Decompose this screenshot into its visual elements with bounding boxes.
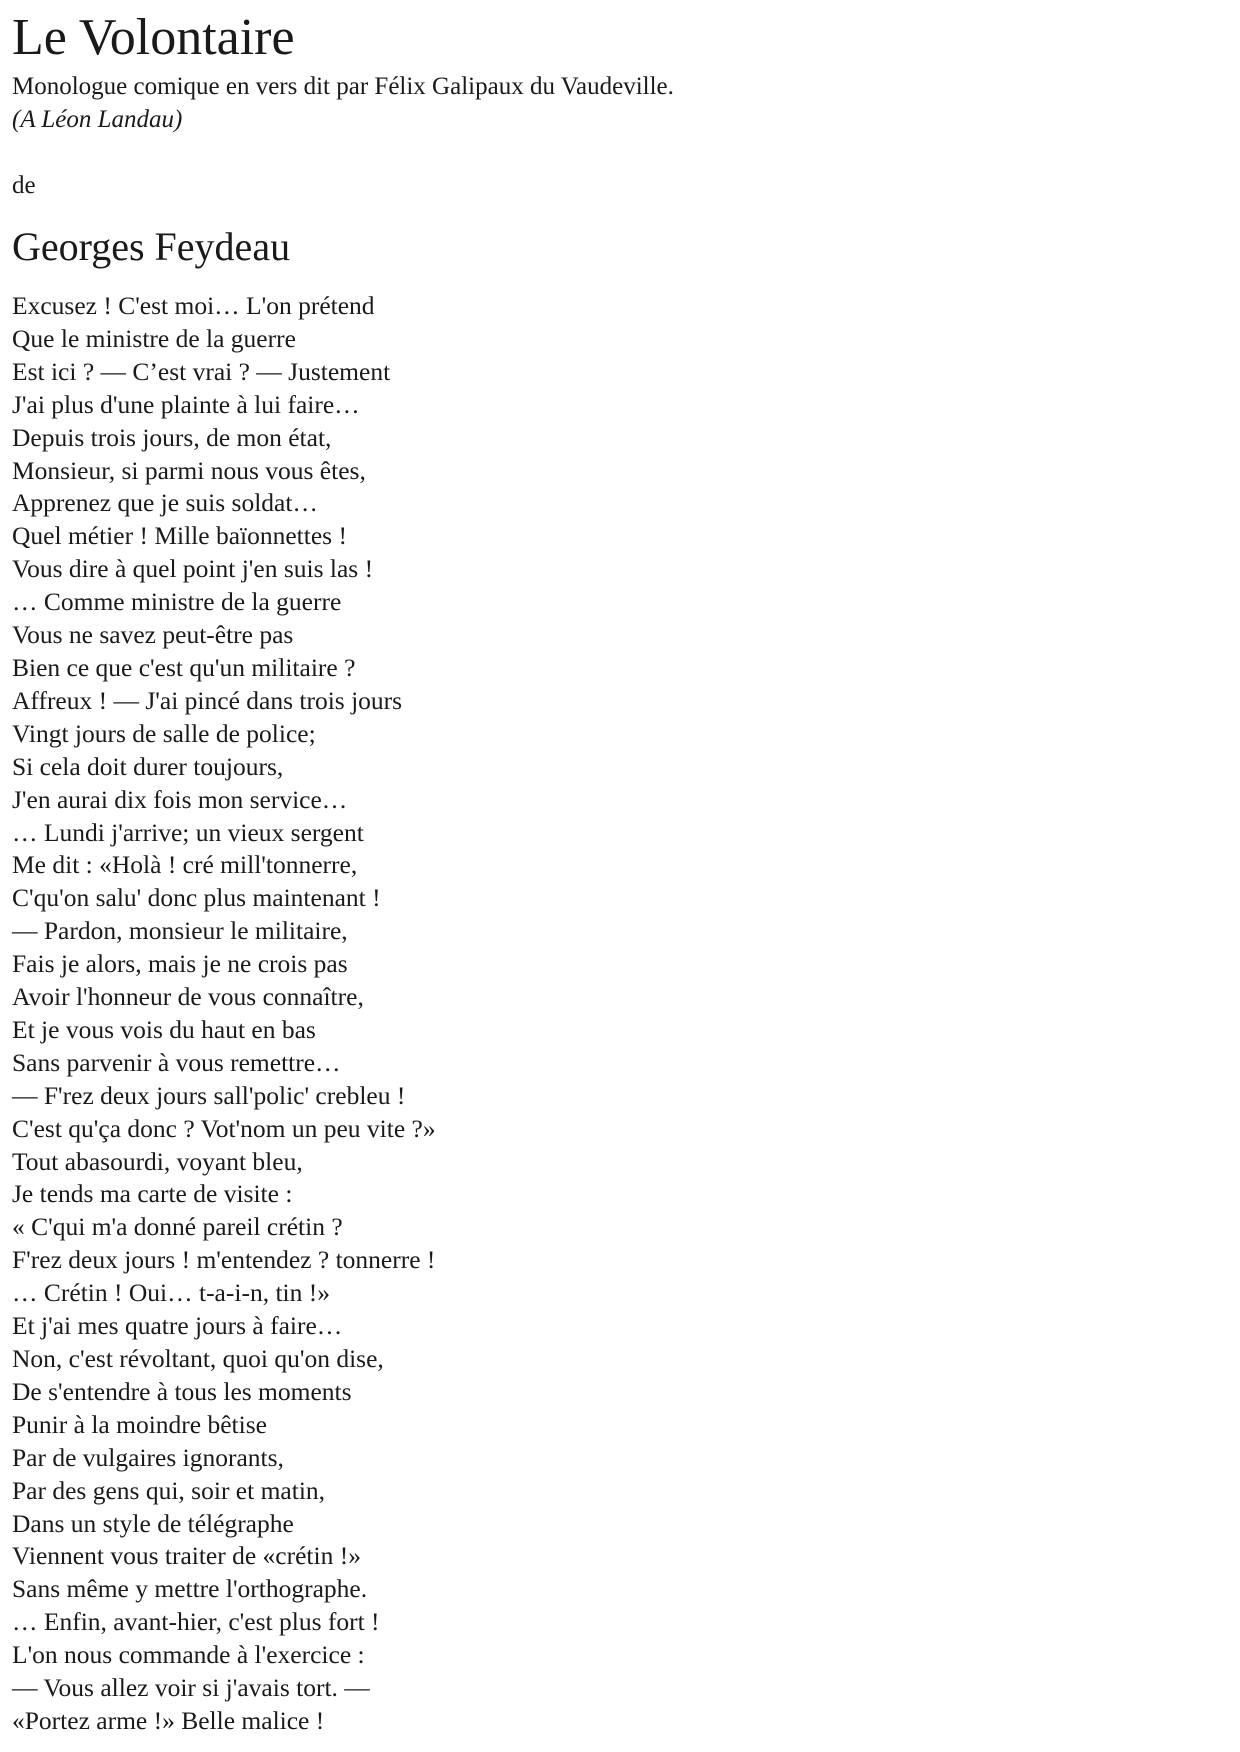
document-title: Le Volontaire <box>12 9 295 66</box>
poem-line: «Portez arme !» Belle malice ! <box>12 1705 325 1735</box>
poem-line: Vous ne savez peut-être pas <box>12 620 294 650</box>
poem-line: Fais je alors, mais je ne crois pas <box>12 949 348 979</box>
poem-line: Punir à la moindre bêtise <box>12 1409 267 1439</box>
poem-line: Dans un style de télégraphe <box>12 1508 294 1538</box>
poem-line: F'rez deux jours ! m'entendez ? tonnerre ! <box>12 1245 436 1275</box>
poem-line: Avoir l'honneur de vous connaître, <box>12 982 364 1012</box>
poem-line: Vingt jours de salle de police; <box>12 718 316 748</box>
poem-line: Apprenez que je suis soldat… <box>12 488 318 518</box>
poem-line: C'qu'on salu' donc plus maintenant ! <box>12 883 381 913</box>
poem-line: L'on nous commande à l'exercice : <box>12 1640 365 1670</box>
poem-line: Monsieur, si parmi nous vous êtes, <box>12 455 366 485</box>
poem-line: Tout abasourdi, voyant bleu, <box>12 1146 303 1176</box>
poem-line: … Crétin ! Oui… t-a-i-n, tin !» <box>12 1278 330 1308</box>
poem-line: Est ici ? — C’est vrai ? — Justement <box>12 356 391 386</box>
poem-line: … Enfin, avant-hier, c'est plus fort ! <box>12 1607 380 1637</box>
author-name: Georges Feydeau <box>12 224 291 269</box>
poem-line: … Lundi j'arrive; un vieux sergent <box>12 817 364 847</box>
poem-line: Et je vous vois du haut en bas <box>12 1014 316 1044</box>
poem-line: Bien ce que c'est qu'un militaire ? <box>12 652 356 682</box>
poem-line: — F'rez deux jours sall'polic' crebleu ! <box>12 1080 406 1110</box>
poem-line: Me dit : «Holà ! cré mill'tonnerre, <box>12 850 358 880</box>
poem-line: Quel métier ! Mille baïonnettes ! <box>12 521 347 551</box>
poem-line: Et j'ai mes quatre jours à faire… <box>12 1311 343 1341</box>
poem-line: Si cela doit durer toujours, <box>12 751 284 781</box>
poem-line: Affreux ! — J'ai pincé dans trois jours <box>12 685 403 715</box>
poem-line: J'en aurai dix fois mon service… <box>12 784 348 814</box>
poem-line: Excusez ! C'est moi… L'on prétend <box>12 291 375 320</box>
poem-line: De s'entendre à tous les moments <box>12 1376 352 1406</box>
poem-line: Par de vulgaires ignorants, <box>12 1442 284 1472</box>
poem-line: Sans parvenir à vous remettre… <box>12 1047 341 1077</box>
poem-line: Viennent vous traiter de «crétin !» <box>12 1541 361 1571</box>
poem-line: Non, c'est révoltant, quoi qu'on dise, <box>12 1344 384 1373</box>
poem-line: — Pardon, monsieur le militaire, <box>12 916 348 946</box>
by-line: de <box>12 172 36 199</box>
poem-line: Par des gens qui, soir et matin, <box>12 1475 326 1505</box>
poem-line: Que le ministre de la guerre <box>12 323 296 353</box>
poem-line: « C'qui m'a donné pareil crétin ? <box>12 1212 343 1242</box>
poem-line: … Comme ministre de la guerre <box>12 587 342 617</box>
dedication: (A Léon Landau) <box>12 106 183 133</box>
document-page <box>12 6 1212 1738</box>
poem-line: C'est qu'ça donc ? Vot'nom un peu vite ?» <box>12 1113 436 1143</box>
poem-text <box>12 290 1212 1738</box>
poem-line: — Vous allez voir si j'avais tort. — <box>12 1673 370 1703</box>
poem-line: Vous dire à quel point j'en suis las ! <box>12 554 374 584</box>
poem-line: J'ai plus d'une plainte à lui faire… <box>12 389 360 419</box>
poem-line: Depuis trois jours, de mon état, <box>12 422 332 452</box>
document-subtitle: Monologue comique en vers dit par Félix Galipaux du Vaudeville. <box>12 73 674 100</box>
poem-line: Sans même y mettre l'orthographe. <box>12 1574 368 1604</box>
poem-line: Je tends ma carte de visite : <box>12 1179 293 1209</box>
